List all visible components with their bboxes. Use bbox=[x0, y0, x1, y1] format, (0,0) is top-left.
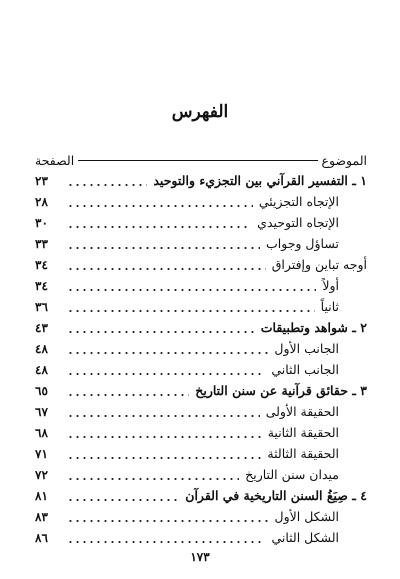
leader-dots bbox=[67, 457, 261, 459]
page-title: الفهرس bbox=[171, 102, 229, 122]
leader-dots bbox=[67, 310, 315, 312]
toc-entry bbox=[35, 317, 367, 338]
entry-page: ٦٧ bbox=[35, 404, 48, 419]
entry-page: ٦٨ bbox=[35, 425, 48, 440]
toc-entry bbox=[35, 401, 367, 422]
leader-dots bbox=[67, 331, 255, 333]
entry-title: الإتجاه التجزيئي bbox=[258, 194, 339, 209]
topic-column-label: الموضوع bbox=[321, 152, 367, 168]
entry-title: أولاً bbox=[322, 278, 339, 293]
toc-entry bbox=[35, 485, 367, 506]
entry-title: تساؤل وجواب bbox=[266, 236, 339, 251]
page-number: ١٧٣ bbox=[190, 550, 210, 564]
entry-title: ١ ـ التفسير القرآني بين التجزيء والتوحيد bbox=[153, 173, 367, 188]
toc-entry bbox=[35, 275, 367, 296]
entry-page: ٣٠ bbox=[35, 215, 48, 230]
entry-page: ٣٣ bbox=[35, 236, 48, 251]
entry-title: أوجه تباين وإفتراق bbox=[271, 257, 367, 272]
leader-dots bbox=[67, 205, 253, 207]
toc-entry bbox=[35, 443, 367, 464]
leader-dots bbox=[67, 520, 269, 522]
toc-entry bbox=[35, 380, 367, 401]
leader-dots bbox=[67, 478, 239, 480]
entry-page: ٨١ bbox=[35, 488, 48, 503]
leader-dots bbox=[67, 394, 189, 396]
toc-entry bbox=[35, 506, 367, 527]
entry-title: ٤ ـ صِيَغُ السنن التاريخية في القرآن bbox=[185, 488, 367, 503]
entry-page: ٧١ bbox=[35, 446, 48, 461]
toc-entry bbox=[35, 359, 367, 380]
entry-title: الحقيقة الثانية bbox=[267, 425, 339, 440]
toc-entry bbox=[35, 254, 367, 275]
leader-dots bbox=[67, 268, 266, 270]
entry-page: ٣٤ bbox=[35, 278, 48, 293]
leader-dots bbox=[67, 184, 147, 186]
entry-title: الإتجاه التوحيدي bbox=[257, 215, 339, 230]
toc-entry bbox=[35, 233, 367, 254]
entry-title: ميدان سنن التاريخ bbox=[245, 467, 339, 482]
toc-entry bbox=[35, 170, 367, 191]
entry-page: ٢٨ bbox=[35, 194, 48, 209]
entry-page: ٣٦ bbox=[35, 299, 48, 314]
entry-title: الجانب الثاني bbox=[271, 362, 339, 377]
toc-entry bbox=[35, 527, 367, 548]
toc-entry bbox=[35, 296, 367, 317]
entry-page: ٨٣ bbox=[35, 509, 48, 524]
entry-title: الجانب الأول bbox=[274, 341, 339, 356]
toc-entry bbox=[35, 338, 367, 359]
toc-entry bbox=[35, 212, 367, 233]
entry-title: الحقيقة الأولى bbox=[265, 404, 339, 419]
entry-title: الشكل الأول bbox=[274, 509, 339, 524]
leader-dots bbox=[67, 436, 262, 438]
entry-page: ٤٣ bbox=[35, 320, 48, 335]
entry-title: ٢ ـ شواهد وتطبيقات bbox=[260, 320, 367, 335]
entry-title: الحقيقة الثالثة bbox=[267, 446, 339, 461]
entry-page: ٦٥ bbox=[35, 383, 48, 398]
page-column-label: الصفحة bbox=[35, 152, 75, 168]
leader-dots bbox=[67, 541, 265, 543]
leader-dots bbox=[67, 226, 251, 228]
leader-dots bbox=[67, 352, 268, 354]
toc-entry bbox=[35, 191, 367, 212]
toc-entry bbox=[35, 464, 367, 485]
entry-page: ٧٢ bbox=[35, 467, 48, 482]
entry-page: ٣٤ bbox=[35, 257, 48, 272]
entry-page: ٤٨ bbox=[35, 362, 48, 377]
entry-title: ثانياً bbox=[320, 299, 339, 314]
entry-title: الشكل الثاني bbox=[271, 530, 339, 545]
leader-dots bbox=[67, 499, 179, 501]
entry-page: ٢٣ bbox=[35, 173, 48, 188]
header-rule bbox=[78, 160, 317, 161]
entry-page: ٨٦ bbox=[35, 530, 48, 545]
leader-dots bbox=[67, 415, 260, 417]
toc-list bbox=[35, 170, 367, 548]
leader-dots bbox=[67, 373, 265, 375]
toc-entry bbox=[35, 422, 367, 443]
toc-header bbox=[35, 150, 367, 170]
leader-dots bbox=[67, 289, 316, 291]
leader-dots bbox=[67, 247, 260, 249]
entry-title: ٣ ـ حقائق قرآنية عن سنن التاريخ bbox=[195, 383, 367, 398]
entry-page: ٤٨ bbox=[35, 341, 48, 356]
